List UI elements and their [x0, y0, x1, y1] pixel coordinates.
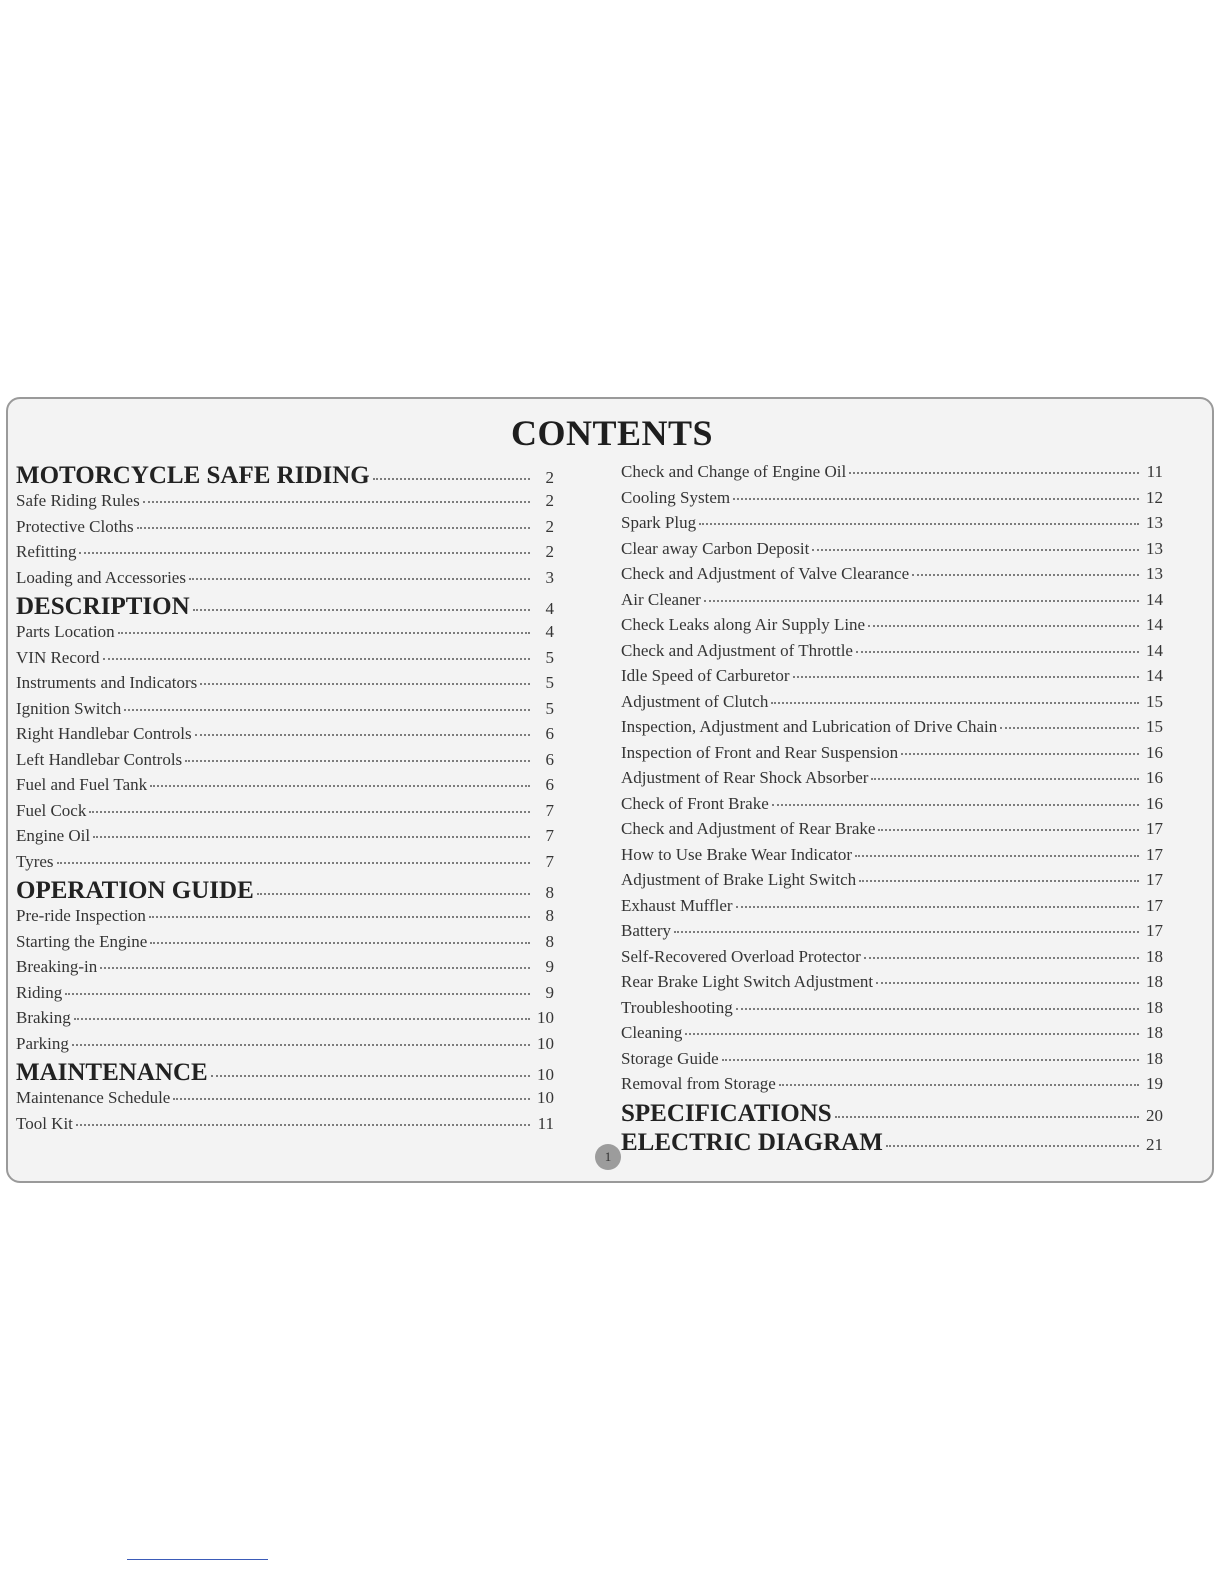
- dot-leader: [150, 942, 530, 944]
- toc-entry[interactable]: [621, 947, 1163, 973]
- dot-leader: [1000, 727, 1139, 729]
- toc-entry-page: 14: [1146, 640, 1163, 660]
- toc-entry[interactable]: [621, 768, 1163, 794]
- dot-leader: [871, 778, 1139, 780]
- toc-entry[interactable]: [621, 615, 1163, 641]
- toc-entry-label: Rear Brake Light Switch Adjustment: [621, 972, 874, 991]
- toc-right-column: [621, 462, 1163, 1158]
- toc-entry-label: Spark Plug: [621, 513, 697, 532]
- dot-leader: [103, 658, 530, 660]
- dot-leader: [143, 501, 530, 503]
- toc-entry[interactable]: [621, 870, 1163, 896]
- toc-entry-label: Adjustment of Rear Shock Absorber: [621, 768, 869, 787]
- toc-entry-label: Removal from Storage: [621, 1074, 776, 1093]
- toc-entry[interactable]: [16, 648, 554, 674]
- toc-entry[interactable]: [16, 1034, 554, 1060]
- toc-entry-page: 16: [1146, 793, 1163, 813]
- toc-entry[interactable]: [621, 590, 1163, 616]
- toc-entry-page: 15: [1146, 717, 1163, 736]
- toc-entry[interactable]: [621, 564, 1163, 590]
- toc-entry-page: 2: [545, 468, 554, 487]
- toc-entry[interactable]: [621, 488, 1163, 514]
- toc-entry-page: 4: [545, 622, 554, 641]
- toc-entry-label: Instruments and Indicators: [16, 673, 198, 692]
- toc-entry[interactable]: [621, 1049, 1163, 1075]
- toc-entry-page: 13: [1146, 564, 1163, 583]
- dot-leader: [859, 880, 1139, 882]
- toc-entry[interactable]: [621, 743, 1163, 769]
- dot-leader: [886, 1145, 1139, 1147]
- toc-entry[interactable]: [16, 852, 554, 878]
- toc-entry[interactable]: [621, 896, 1163, 922]
- toc-entry-page: 18: [1146, 997, 1163, 1017]
- toc-entry-label: Protective Cloths: [16, 516, 134, 536]
- dot-leader: [124, 709, 530, 711]
- toc-entry[interactable]: [621, 998, 1163, 1024]
- toc-entry[interactable]: [621, 641, 1163, 667]
- dot-leader: [150, 785, 530, 787]
- toc-entry[interactable]: [16, 673, 554, 699]
- toc-section-heading[interactable]: [621, 1129, 1163, 1158]
- dot-leader: [373, 478, 530, 480]
- toc-entry-page: 17: [1146, 921, 1163, 940]
- toc-entry-page: 15: [1146, 691, 1163, 711]
- toc-entry-label: Check and Change of Engine Oil: [621, 462, 847, 481]
- toc-entry-page: 8: [545, 906, 554, 925]
- dot-leader: [72, 1044, 530, 1046]
- dot-leader: [100, 967, 530, 969]
- toc-section-heading[interactable]: [16, 462, 554, 491]
- dot-leader: [118, 632, 530, 634]
- toc-entry-label: Battery: [621, 921, 672, 940]
- toc-entry-label: Pre-ride Inspection: [16, 906, 146, 925]
- toc-entry-label: Left Handlebar Controls: [16, 749, 183, 769]
- dot-leader: [185, 760, 530, 762]
- toc-entry[interactable]: [16, 622, 554, 648]
- toc-entry-page: 18: [1146, 1023, 1163, 1042]
- dot-leader: [189, 578, 530, 580]
- dot-leader: [849, 472, 1139, 474]
- toc-entry-page: 10: [537, 1008, 554, 1027]
- dot-leader: [736, 906, 1139, 908]
- toc-entry-label: Starting the Engine: [16, 931, 148, 951]
- toc-entry-label: Parking: [16, 1033, 69, 1053]
- toc-entry-page: 7: [545, 851, 554, 871]
- dot-leader: [855, 855, 1139, 857]
- dot-leader: [722, 1059, 1139, 1061]
- toc-entry-label: Riding: [16, 982, 63, 1002]
- toc-entry-label: DESCRIPTION: [16, 593, 190, 620]
- toc-entry[interactable]: [16, 724, 554, 750]
- dot-leader: [901, 753, 1139, 755]
- toc-entry-label: Adjustment of Brake Light Switch: [621, 870, 857, 889]
- dot-leader: [699, 523, 1139, 525]
- toc-entry-label: Clear away Carbon Deposit: [621, 538, 810, 558]
- toc-entry-page: 2: [545, 491, 554, 510]
- dot-leader: [868, 625, 1139, 627]
- toc-entry-page: 10: [537, 1088, 554, 1107]
- toc-entry[interactable]: [621, 513, 1163, 539]
- toc-entry[interactable]: [621, 462, 1163, 488]
- dot-leader: [856, 651, 1139, 653]
- toc-entry-label: Check and Adjustment of Rear Brake: [621, 819, 876, 838]
- toc-entry-label: Inspection of Front and Rear Suspension: [621, 742, 899, 762]
- dot-leader: [137, 527, 530, 529]
- toc-entry-label: ELECTRIC DIAGRAM: [621, 1128, 883, 1156]
- toc-entry[interactable]: [621, 845, 1163, 871]
- toc-entry[interactable]: [16, 517, 554, 543]
- toc-entry[interactable]: [16, 775, 554, 801]
- toc-entry[interactable]: [16, 1114, 554, 1140]
- toc-entry-label: Braking: [16, 1008, 71, 1027]
- toc-entry-page: 4: [545, 599, 554, 618]
- toc-section-heading[interactable]: [16, 593, 554, 622]
- dot-leader: [812, 549, 1139, 551]
- toc-entry-page: 3: [545, 567, 554, 587]
- toc-entry-page: 10: [537, 1065, 554, 1084]
- toc-entry-label: Safe Riding Rules: [16, 491, 140, 510]
- toc-entry-label: Self-Recovered Overload Protector: [621, 946, 861, 966]
- toc-entry-label: How to Use Brake Wear Indicator: [621, 844, 853, 864]
- divider-line: [127, 1559, 268, 1560]
- toc-entry-page: 9: [545, 982, 554, 1002]
- toc-entry[interactable]: [16, 983, 554, 1009]
- toc-entry-page: 13: [1146, 513, 1163, 532]
- toc-entry[interactable]: [621, 717, 1163, 743]
- dot-leader: [79, 552, 530, 554]
- dot-leader: [89, 811, 530, 813]
- toc-entry-page: 2: [545, 542, 554, 561]
- toc-entry-page: 17: [1146, 870, 1163, 889]
- toc-entry-page: 17: [1146, 895, 1163, 915]
- toc-entry-label: Check of Front Brake: [621, 793, 769, 813]
- toc-entry-page: 5: [545, 647, 554, 667]
- toc-entry-label: Right Handlebar Controls: [16, 724, 192, 743]
- dot-leader: [793, 676, 1139, 678]
- toc-entry-page: 6: [545, 749, 554, 769]
- dot-leader: [674, 931, 1139, 933]
- toc-entry[interactable]: [16, 906, 554, 932]
- toc-entry-label: Engine Oil: [16, 826, 91, 845]
- toc-entry-page: 11: [1146, 462, 1163, 481]
- toc-entry-label: Idle Speed of Carburetor: [621, 666, 790, 685]
- toc-entry[interactable]: [16, 542, 554, 568]
- toc-entry-page: 5: [545, 698, 554, 718]
- dot-leader: [912, 574, 1139, 576]
- toc-entry[interactable]: [16, 568, 554, 594]
- toc-entry-page: 18: [1146, 1048, 1163, 1068]
- toc-entry-label: Troubleshooting: [621, 997, 733, 1017]
- dot-leader: [211, 1075, 530, 1077]
- toc-entry-page: 20: [1146, 1105, 1163, 1125]
- toc-entry-label: Ignition Switch: [16, 698, 122, 718]
- toc-entry-page: 5: [545, 673, 554, 692]
- toc-entry[interactable]: [621, 972, 1163, 998]
- page-title: CONTENTS: [510, 413, 714, 453]
- toc-entry-label: Cooling System: [621, 487, 731, 507]
- toc-entry[interactable]: [621, 819, 1163, 845]
- toc-entry-label: Air Cleaner: [621, 589, 701, 609]
- toc-entry[interactable]: [16, 1008, 554, 1034]
- toc-entry-label: Check and Adjustment of Throttle: [621, 640, 853, 660]
- toc-entry-page: 8: [545, 883, 554, 902]
- toc-entry-label: Cleaning: [621, 1023, 683, 1042]
- toc-left-column: [16, 462, 554, 1139]
- toc-entry-label: Fuel and Fuel Tank: [16, 775, 148, 794]
- toc-entry-page: 6: [545, 724, 554, 743]
- dot-leader: [257, 893, 530, 895]
- dot-leader: [772, 804, 1139, 806]
- toc-entry[interactable]: [16, 801, 554, 827]
- toc-entry[interactable]: [16, 1088, 554, 1114]
- toc-entry-page: 7: [545, 800, 554, 820]
- toc-entry-page: 14: [1146, 666, 1163, 685]
- toc-entry-page: 19: [1146, 1074, 1163, 1093]
- page-number-badge: 1: [595, 1144, 621, 1170]
- toc-entry[interactable]: [16, 932, 554, 958]
- toc-entry-label: Exhaust Muffler: [621, 895, 733, 915]
- toc-section-heading[interactable]: [16, 1059, 554, 1088]
- toc-entry[interactable]: [16, 699, 554, 725]
- toc-entry-page: 10: [537, 1033, 554, 1053]
- toc-entry-page: 12: [1146, 487, 1163, 507]
- dot-leader: [704, 600, 1139, 602]
- toc-entry-page: 17: [1146, 844, 1163, 864]
- toc-entry-page: 2: [545, 516, 554, 536]
- toc-entry-label: Parts Location: [16, 622, 115, 641]
- dot-leader: [771, 702, 1139, 704]
- dot-leader: [76, 1124, 530, 1126]
- toc-entry[interactable]: [621, 539, 1163, 565]
- toc-entry-label: Check Leaks along Air Supply Line: [621, 615, 866, 634]
- toc-entry-label: Maintenance Schedule: [16, 1088, 171, 1107]
- dot-leader: [685, 1033, 1139, 1035]
- toc-entry-page: 17: [1146, 819, 1163, 838]
- dot-leader: [57, 862, 530, 864]
- toc-section-heading[interactable]: [621, 1100, 1163, 1129]
- toc-entry-label: MOTORCYCLE SAFE RIDING: [16, 462, 370, 489]
- toc-entry-page: 6: [545, 775, 554, 794]
- dot-leader: [864, 957, 1139, 959]
- toc-entry[interactable]: [621, 666, 1163, 692]
- dot-leader: [195, 734, 530, 736]
- toc-entry-label: Breaking-in: [16, 957, 98, 976]
- toc-entry[interactable]: [621, 692, 1163, 718]
- toc-entry[interactable]: [16, 491, 554, 517]
- toc-section-heading[interactable]: [16, 877, 554, 906]
- dot-leader: [779, 1084, 1139, 1086]
- toc-entry-page: 16: [1146, 742, 1163, 762]
- dot-leader: [736, 1008, 1139, 1010]
- dot-leader: [149, 916, 530, 918]
- toc-entry[interactable]: [621, 794, 1163, 820]
- dot-leader: [74, 1018, 530, 1020]
- toc-entry-label: MAINTENANCE: [16, 1059, 208, 1086]
- toc-entry-label: VIN Record: [16, 647, 100, 667]
- dot-leader: [876, 982, 1139, 984]
- toc-entry-label: OPERATION GUIDE: [16, 877, 254, 904]
- toc-entry[interactable]: [621, 921, 1163, 947]
- toc-entry[interactable]: [16, 957, 554, 983]
- toc-entry-label: SPECIFICATIONS: [621, 1099, 832, 1127]
- toc-entry-label: Adjustment of Clutch: [621, 691, 769, 711]
- toc-entry-label: Inspection, Adjustment and Lubrication of Drive Chain: [621, 717, 998, 736]
- toc-entry-label: Storage Guide: [621, 1048, 719, 1068]
- toc-entry-page: 11: [537, 1113, 554, 1133]
- toc-entry-label: Tyres: [16, 851, 54, 871]
- toc-entry[interactable]: [621, 1074, 1163, 1100]
- toc-entry-page: 16: [1146, 768, 1163, 787]
- dot-leader: [835, 1116, 1139, 1118]
- toc-entry-page: 9: [545, 957, 554, 976]
- toc-entry[interactable]: [16, 826, 554, 852]
- toc-entry-label: Check and Adjustment of Valve Clearance: [621, 564, 910, 583]
- toc-entry[interactable]: [16, 750, 554, 776]
- dot-leader: [65, 993, 530, 995]
- dot-leader: [93, 836, 530, 838]
- toc-entry[interactable]: [621, 1023, 1163, 1049]
- dot-leader: [878, 829, 1139, 831]
- toc-entry-page: 18: [1146, 972, 1163, 991]
- toc-entry-page: 8: [545, 931, 554, 951]
- dot-leader: [193, 609, 530, 611]
- toc-entry-label: Refitting: [16, 542, 77, 561]
- dot-leader: [200, 683, 530, 685]
- toc-entry-label: Fuel Cock: [16, 800, 87, 820]
- toc-entry-label: Loading and Accessories: [16, 567, 186, 587]
- dot-leader: [733, 498, 1139, 500]
- toc-entry-page: 14: [1146, 589, 1163, 609]
- toc-entry-page: 13: [1146, 538, 1163, 558]
- dot-leader: [173, 1098, 530, 1100]
- toc-entry-page: 7: [545, 826, 554, 845]
- toc-entry-page: 18: [1146, 946, 1163, 966]
- toc-entry-label: Tool Kit: [16, 1113, 73, 1133]
- toc-entry-page: 21: [1146, 1134, 1163, 1154]
- toc-entry-page: 14: [1146, 615, 1163, 634]
